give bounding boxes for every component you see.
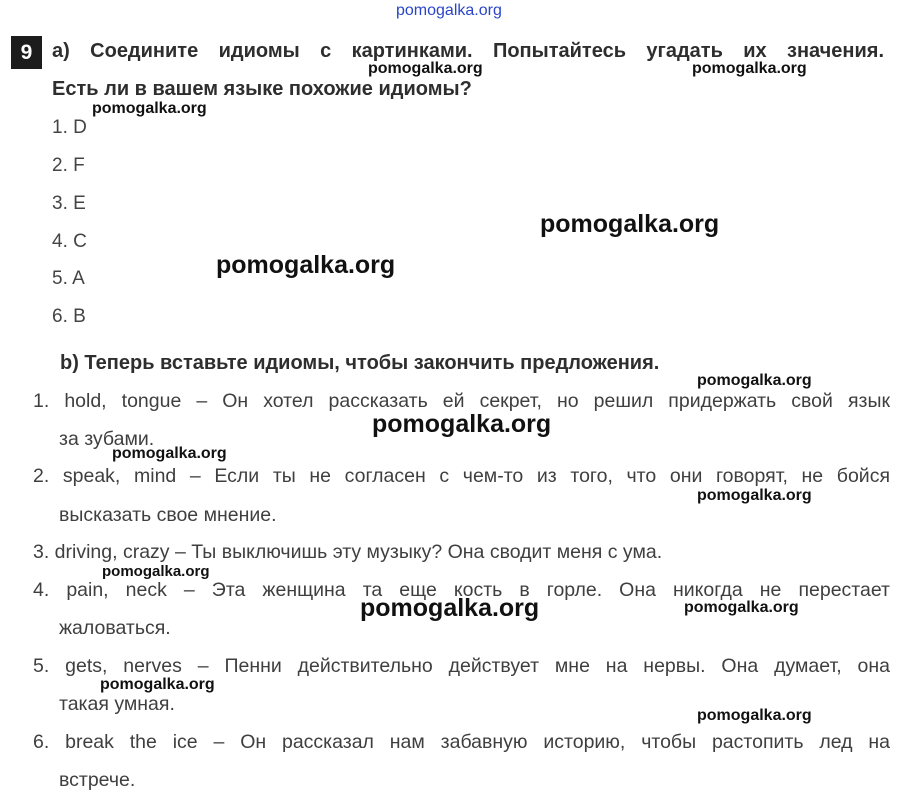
sentence-item-1-line1: 1. hold, tongue – Он хотел рассказать ей секрет, но решил придержать свой язык <box>33 390 890 412</box>
sentence-item-4-line2: жаловаться. <box>59 617 171 639</box>
sentence-item-5-line2: такая умная. <box>59 693 175 715</box>
answer-item: 3. E <box>52 193 86 214</box>
answer-item: 1. D <box>52 117 87 138</box>
answer-item: 5. A <box>52 268 85 289</box>
watermark: pomogalka.org <box>112 445 227 462</box>
answer-item: 6. B <box>52 306 86 327</box>
part-a-instruction-line2: Есть ли в вашем языке похожие идиомы? <box>52 78 472 100</box>
task-number-badge: 9 <box>11 36 42 69</box>
answer-item: 2. F <box>52 155 85 176</box>
sentence-item-3-line1: 3. driving, crazy – Ты выключишь эту музыку? Она сводит меня с ума. <box>33 541 663 563</box>
watermark: pomogalka.org <box>697 707 812 724</box>
watermark: pomogalka.org <box>540 210 720 238</box>
answer-item: 4. C <box>52 231 87 252</box>
sentence-item-2-line1: 2. speak, mind – Если ты не согласен с чем-то из того, что они говорят, не бойся <box>33 465 890 487</box>
watermark: pomogalka.org <box>216 251 396 279</box>
watermark: pomogalka.org <box>684 599 799 616</box>
watermark: pomogalka.org <box>100 676 215 693</box>
watermark: pomogalka.org <box>368 60 483 77</box>
sentence-item-1-line2: за зубами. <box>59 428 155 450</box>
watermark: pomogalka.org <box>102 563 210 580</box>
part-a-instruction-line1: a) Соедините идиомы с картинками. Попытайтесь угадать их значения. <box>52 40 884 62</box>
watermark-top: pomogalka.org <box>396 2 502 19</box>
watermark: pomogalka.org <box>360 594 540 622</box>
part-b-instruction: b) Теперь вставьте идиомы, чтобы закончить предложения. <box>60 352 660 374</box>
sentence-item-6-line2: встрече. <box>59 769 136 791</box>
watermark: pomogalka.org <box>697 372 812 389</box>
sentence-item-5-line1: 5. gets, nerves – Пенни действительно действует мне на нервы. Она думает, она <box>33 655 890 677</box>
watermark: pomogalka.org <box>372 410 552 438</box>
sentence-item-4-line1: 4. pain, neck – Эта женщина та еще кость в горле. Она никогда не перестает <box>33 579 890 601</box>
watermark: pomogalka.org <box>92 100 207 117</box>
watermark: pomogalka.org <box>692 60 807 77</box>
watermark: pomogalka.org <box>697 487 812 504</box>
sentence-item-6-line1: 6. break the ice – Он рассказал нам забавную историю, чтобы растопить лед на <box>33 731 890 753</box>
sentence-item-2-line2: высказать свое мнение. <box>59 504 277 526</box>
